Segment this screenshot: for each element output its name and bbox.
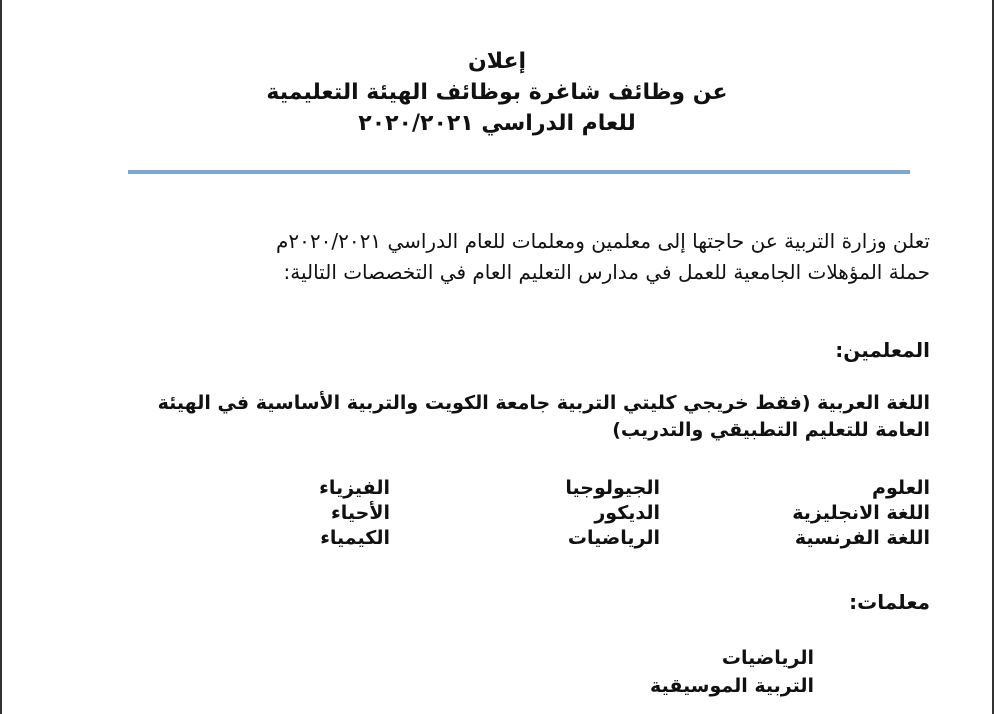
subjects-column-1: [660, 476, 930, 551]
subject-item: الديكور: [594, 502, 660, 524]
subject-item: الرياضيات: [567, 527, 660, 549]
female-teachers-heading: معلمات:: [849, 590, 930, 614]
male-subjects-grid: [170, 476, 930, 551]
title-line-3: للعام الدراسي ٢٠٢٠/٢٠٢١: [358, 111, 636, 136]
intro-line-1: تعلن وزارة التربية عن حاجتها إلى معلمين ومعلمات للعام الدراسي ٢٠٢٠/٢٠٢١م: [276, 229, 930, 253]
subject-item: الرياضيات: [721, 647, 814, 669]
arabic-note-line-2: العامة للتعليم التطبيقي والتدريب): [612, 419, 930, 441]
subject-item: الفيزياء: [319, 477, 390, 499]
title-line-2: عن وظائف شاغرة بوظائف الهيئة التعليمية: [266, 80, 728, 105]
subject-item: العلوم: [872, 477, 930, 499]
arabic-language-note: [90, 390, 930, 444]
subject-item: الأحياء: [331, 502, 390, 524]
subject-item: الكيمياء: [320, 527, 390, 549]
title-line-1: إعلان: [467, 49, 527, 74]
subjects-column-2: [390, 476, 660, 551]
intro-line-2: حملة المؤهلات الجامعية للعمل في مدارس التعليم العام في التخصصات التالية:: [283, 260, 930, 284]
announcement-title: [0, 46, 994, 139]
intro-paragraph: [130, 226, 930, 288]
subject-item: اللغة الانجليزية: [792, 502, 930, 524]
arabic-note-line-1: اللغة العربية (فقط خريجي كليتي التربية جامعة الكويت والتربية الأساسية في الهيئة: [157, 392, 930, 414]
subject-item: التربية الموسيقية: [650, 675, 814, 697]
male-teachers-heading: المعلمين:: [835, 338, 930, 362]
subject-item: الجيولوجيا: [565, 477, 660, 499]
female-subjects-list: [650, 644, 814, 700]
subjects-column-3: [170, 476, 390, 551]
title-divider: [128, 170, 910, 174]
subject-item: اللغة الفرنسية: [794, 527, 930, 549]
